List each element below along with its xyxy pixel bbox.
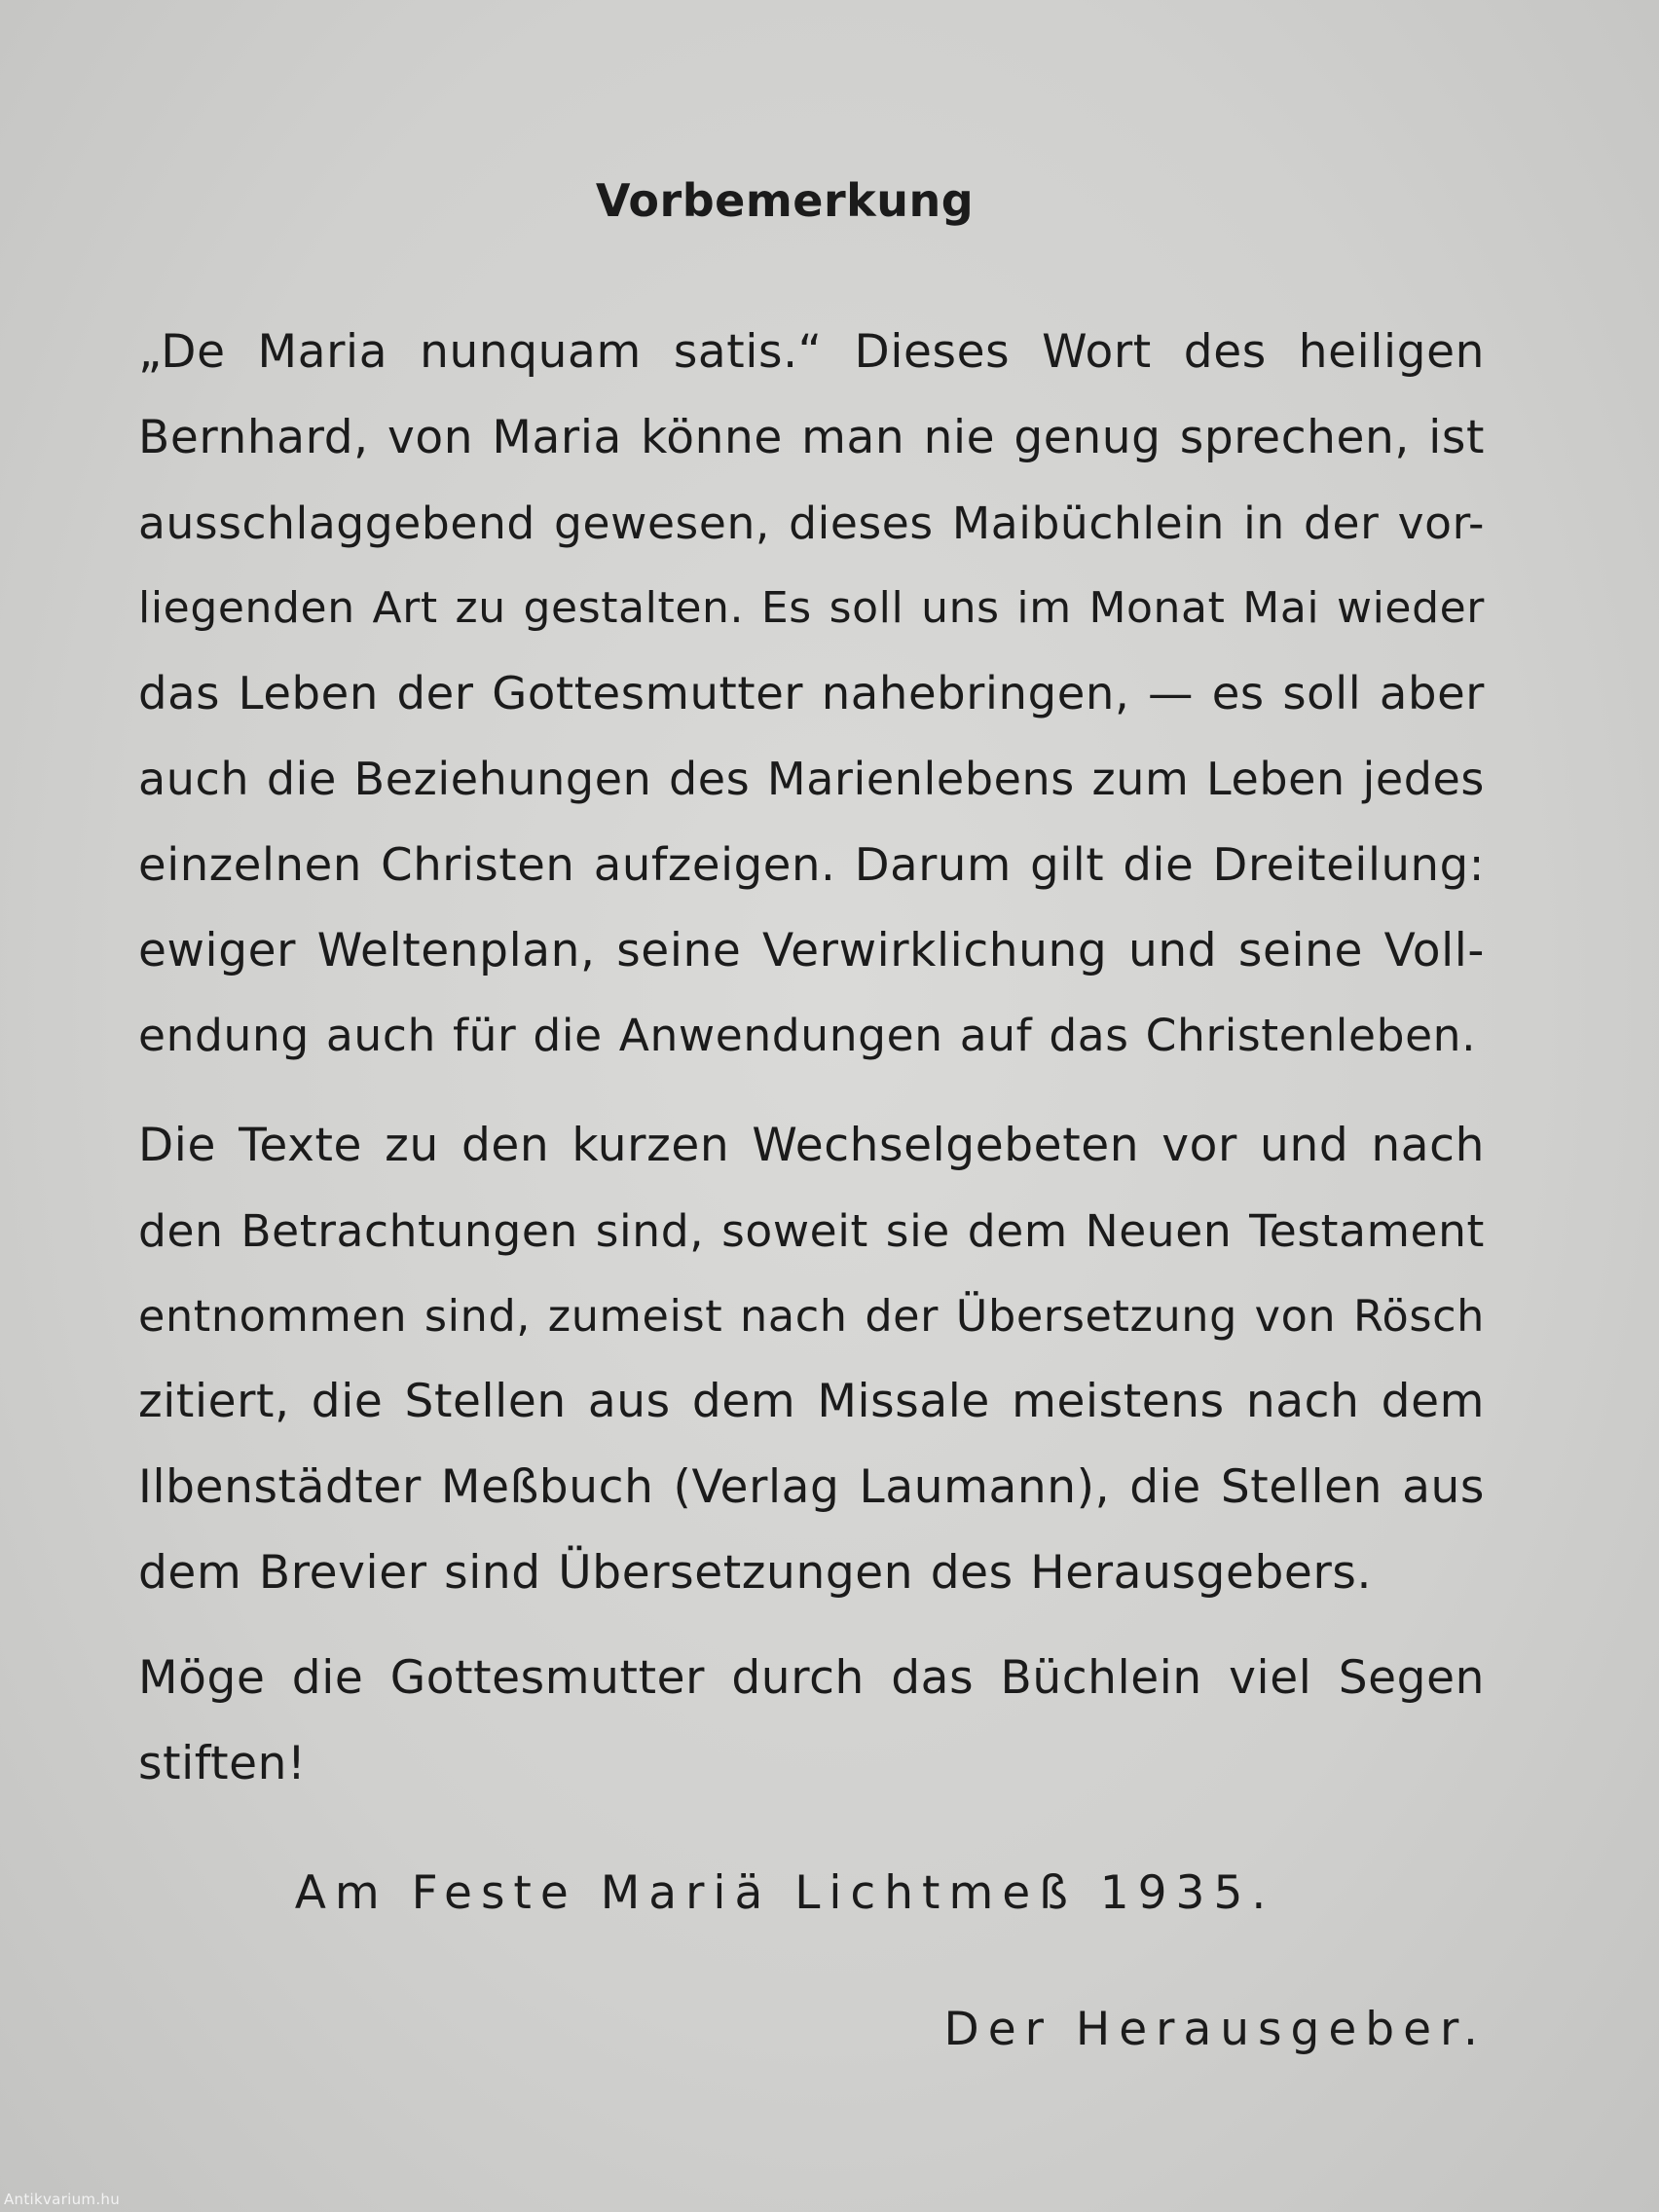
text-line: den Betrachtungen sind, soweit sie dem Neuen Testament (138, 1204, 1485, 1257)
text-line: liegenden Art zu gestalten. Es soll uns im Monat Mai wieder (138, 583, 1485, 634)
text-line: einzelnen Christen aufzeigen. Darum gilt die Dreiteilung: (138, 837, 1485, 891)
text-line: ausschlaggebend gewesen, dieses Maibüchlein in der vor- (138, 497, 1485, 549)
text-line: Bernhard, von Maria könne man nie genug sprechen, ist (138, 410, 1485, 464)
text-line: stiften! (138, 1736, 307, 1790)
text-line: endung auch für die Anwendungen auf das Christenleben. (138, 1010, 1477, 1062)
text-line: „De Maria nunquam satis.“ Dieses Wort des heiligen (138, 325, 1485, 379)
text-line: das Leben der Gottesmutter nahebringen, — es soll aber (138, 667, 1485, 720)
text-line: Die Texte zu den kurzen Wechselgebeten vor und nach (138, 1119, 1485, 1172)
date-line: Am Feste Mariä Lichtmeß 1935. (294, 1866, 1275, 1920)
paragraph-3 (85, 1636, 1485, 1807)
text-line: Möge die Gottesmutter durch das Büchlein viel Segen (138, 1651, 1485, 1705)
watermark: Antikvarium.hu (4, 2191, 121, 2208)
text-line: ewiger Weltenplan, seine Verwirklichung und seine Voll- (138, 923, 1485, 977)
text-line: auch die Beziehungen des Marienlebens zum Leben jedes (138, 752, 1485, 805)
text-line: entnommen sind, zumeist nach der Übersetzung von Rösch (138, 1291, 1485, 1342)
paragraph-2 (85, 1103, 1485, 1616)
paragraph-1 (85, 310, 1485, 1079)
document-page (85, 0, 1485, 2212)
signature: Der Herausgeber. (943, 2003, 1487, 2056)
text-line: Ilbenstädter Meßbuch (Verlag Laumann), die Stellen aus (138, 1460, 1485, 1515)
text-line: zitiert, die Stellen aus dem Missale meistens nach dem (138, 1375, 1485, 1429)
text-line: dem Brevier sind Übersetzungen des Herausgebers. (138, 1545, 1372, 1600)
page-title: Vorbemerkung (595, 174, 975, 227)
